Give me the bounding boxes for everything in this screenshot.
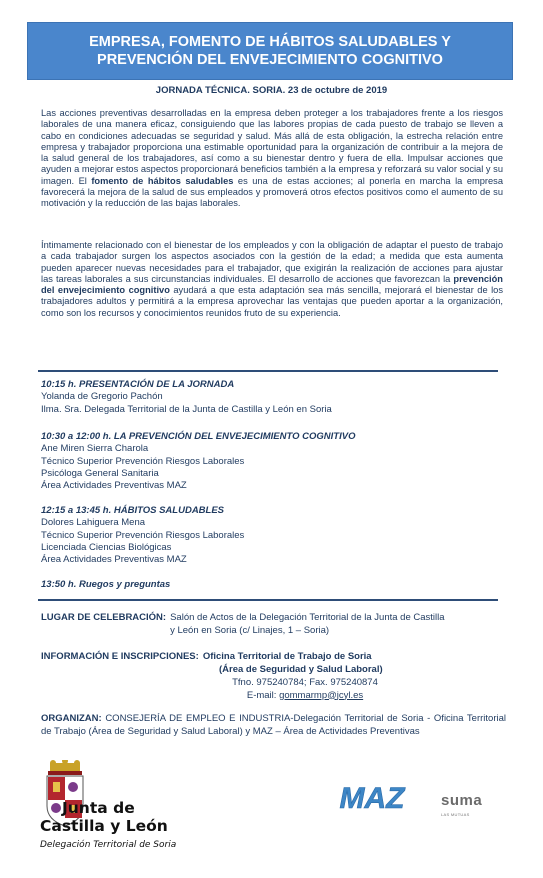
jcyl-name-line-1: Junta de bbox=[62, 799, 135, 817]
program-block bbox=[41, 431, 501, 492]
intro-p1-text-b: es una de estas acciones; al ponerla en marcha la empresa favorecerá la mejora de la salud de sus empleados y promoverá otros efectos positivos como el aumento de su motivación y la reducción de las bajas laborales. bbox=[41, 175, 503, 209]
program-block bbox=[41, 379, 501, 416]
program-heading: 13:50 h. Ruegos y preguntas bbox=[41, 579, 171, 590]
suma-logo-text: suma bbox=[441, 792, 483, 809]
program-line: Dolores Lahiguera Mena bbox=[41, 517, 146, 529]
program-line: Técnico Superior Prevención Riesgos Laborales bbox=[41, 455, 245, 467]
organizers-label: ORGANIZAN: bbox=[41, 713, 102, 724]
title-line-2: PREVENCIÓN DEL ENVEJECIMIENTO COGNITIVO bbox=[97, 52, 443, 68]
venue-line-1: Salón de Actos de la Delegación Territorial de la Junta de Castilla bbox=[170, 612, 445, 623]
title-line-1: EMPRESA, FOMENTO DE HÁBITOS SALUDABLES Y bbox=[89, 34, 451, 50]
intro-p2-text-b: ayudará a que esta adaptación sea más sencilla, mejorará el bienestar de los trabajadores adultos y permitirá a la empresa aprovechar las ventajas que pueden aportar a la organización, como son los recursos y conocimientos reunidos fruto de su experiencia. bbox=[41, 285, 504, 318]
program-line: Técnico Superior Prevención Riesgos Laborales bbox=[41, 529, 245, 541]
program-line: Yolanda de Gregorio Pachón bbox=[41, 391, 163, 403]
program-line: Área Actividades Preventivas MAZ bbox=[41, 554, 187, 566]
email-link[interactable]: gommarmp@jcyl.es bbox=[279, 689, 364, 701]
program-line: Ilma. Sra. Delegada Territorial de la Junta de Castilla y León en Soria bbox=[41, 403, 332, 415]
email-row bbox=[200, 690, 410, 703]
venue-value bbox=[170, 612, 444, 637]
program-heading: 12:15 a 13:45 h. HÁBITOS SALUDABLES bbox=[41, 505, 225, 516]
contact-block bbox=[200, 677, 410, 702]
registration-area: (Área de Seguridad y Salud Laboral) bbox=[219, 663, 383, 675]
intro-p1-bold: fomento de hábitos saludables bbox=[91, 175, 234, 186]
suma-logo-subtext: LAS MUTUAS bbox=[441, 812, 470, 817]
registration-label: INFORMACIÓN E INSCRIPCIONES: bbox=[41, 651, 199, 662]
program-heading: 10:15 h. PRESENTACIÓN DE LA JORNADA bbox=[41, 379, 235, 390]
registration-section bbox=[41, 651, 511, 676]
maz-logo-text: MAZ bbox=[339, 782, 405, 812]
divider-top bbox=[38, 370, 498, 372]
program-line: Área Actividades Preventivas MAZ bbox=[41, 480, 187, 492]
jcyl-name-line-2: Castilla y León bbox=[40, 817, 168, 835]
venue-line-2: y León en Soria (c/ Linajes, 1 – Soria) bbox=[170, 624, 330, 636]
registration-office: Oficina Territorial de Trabajo de Soria bbox=[202, 651, 372, 662]
intro-paragraph-2 bbox=[41, 240, 503, 319]
title-banner bbox=[27, 22, 513, 80]
intro-p2-text-a: Íntimamente relacionado con el bienestar de los empleados y con la obligación de adaptar el puesto de trabajo a cada trabajador surgen los aspectos asociados con la gestión de la edad; a medida que esta aumenta pueden aparecer nuevas necesidades para el trabajador, que exigirán la realización de acciones para ajustar las tareas laborales a sus circunstancias individuales. El desarrollo de acciones que favorezcan la bbox=[41, 240, 503, 284]
organizers-section bbox=[41, 713, 506, 738]
email-label: E-mail: bbox=[246, 689, 280, 701]
program-block bbox=[41, 505, 501, 566]
phone-fax: Tfno. 975240784; Fax. 975240874 bbox=[232, 677, 378, 688]
intro-p1-text-a: Las acciones preventivas desarrolladas en la empresa deben proteger a los trabajadores frente a los riesgos laborales de una manera eficaz, consiguiendo que las labores propias de cada puesto de trabajo se lleven a cabo en condiciones adecuadas se seguridad y salud. Más allá de esta obligación, la estrecha relación entre empresa y trabajador proporciona una estimable oportunidad para la organización de contribuir a la mejora de la salud general de los trabajadores, así como a su bienestar dentro y fuera de ella. Impulsar acciones que ayuden a mejorar estos aspectos proporcionará beneficios también a la empresa y reforzará su valor social y su imagen. El bbox=[41, 108, 503, 186]
program-line: Licenciada Ciencias Biológicas bbox=[41, 541, 172, 553]
intro-p2-bold: prevención del envejecimiento cognitivo bbox=[41, 273, 503, 296]
program-line: Psicóloga General Sanitaria bbox=[41, 467, 159, 479]
divider-bottom bbox=[38, 599, 498, 601]
maz-logo bbox=[308, 782, 436, 812]
venue-section bbox=[41, 612, 511, 637]
program-heading: 10:30 a 12:00 h. LA PREVENCIÓN DEL ENVEJECIMIENTO COGNITIVO bbox=[41, 431, 356, 442]
program-line: Ane Miren Sierra Charola bbox=[41, 443, 149, 455]
organizers-text: CONSEJERÍA DE EMPLEO E INDUSTRIA-Delegación Territorial de Soria - Oficina Territorial de Trabajo (Área de Seguridad y Salud Laboral) y MAZ – Área de Actividades Preventivas bbox=[41, 713, 506, 737]
venue-label: LUGAR DE CELEBRACIÓN: bbox=[41, 612, 167, 623]
jcyl-delegation: Delegación Territorial de Soria bbox=[40, 840, 177, 850]
event-subtitle: JORNADA TÉCNICA. SORIA. 23 de octubre de 2019 bbox=[155, 85, 388, 96]
program-block bbox=[41, 579, 501, 591]
intro-paragraph-1 bbox=[41, 108, 503, 210]
